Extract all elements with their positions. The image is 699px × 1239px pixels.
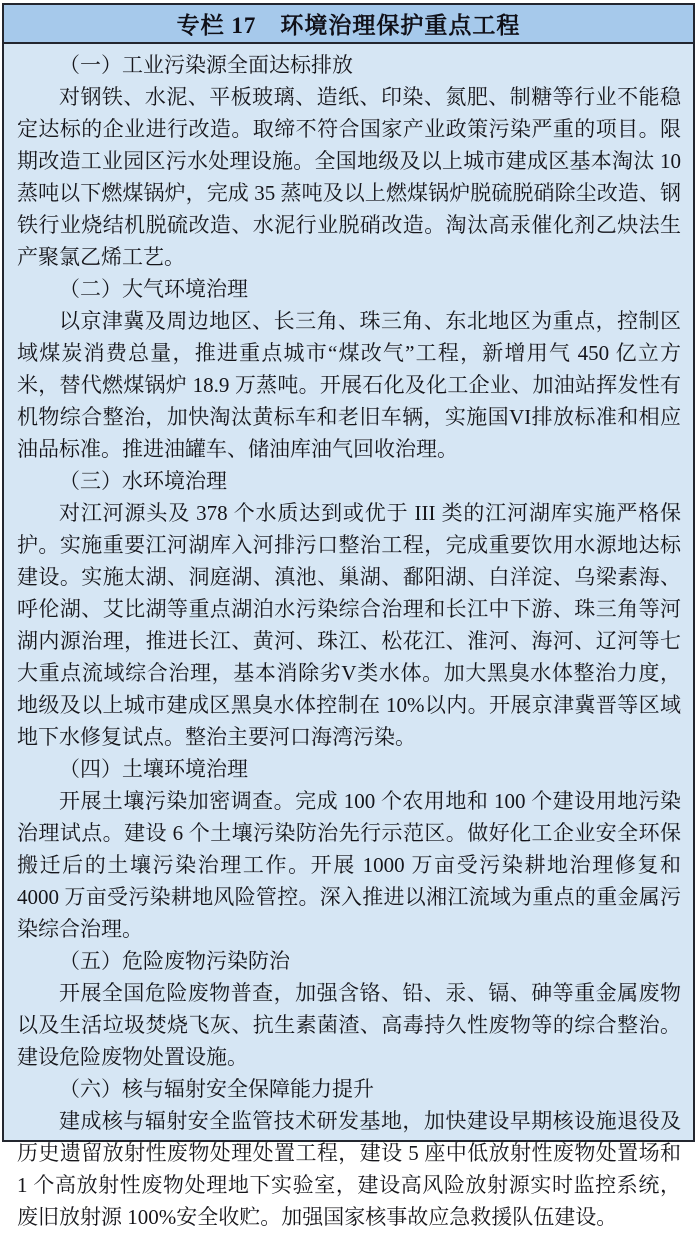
section-2-paragraph: 以京津冀及周边地区、长三角、珠三角、东北地区为重点，控制区域煤炭消费总量，推进重点城市“煤改气”工程，新增用气 450 亿立方米，替代燃煤锅炉 18.9 万蒸吨。开展石化及化工企业、加油站挥发性有机物综合整治，加快淘汰黄标车和老旧车辆，实施国VI排放标准和相应油品标准。推进油罐车、储油库油气回收治理。 bbox=[17, 309, 681, 461]
section-4-heading: （四）土壤环境治理 bbox=[59, 757, 248, 781]
box-header bbox=[4, 5, 693, 44]
section-6-paragraph: 建成核与辐射安全监管技术研发基地，加快建设早期核设施退役及历史遗留放射性废物处理处置工程，建设 5 座中低放射性废物处置场和 1 个高放射性废物处理地下实验室，建设高风险放射源实时监控系统，废旧放射源 100%安全收贮。加强国家核事故应急救援队伍建设。 bbox=[17, 1109, 681, 1229]
section-3-paragraph: 对江河源头及 378 个水质达到或优于 III 类的江河湖库实施严格保护。实施重要江河湖库入河排污口整治工程，完成重要饮用水源地达标建设。实施太湖、洞庭湖、滇池、巢湖、鄱阳湖、白洋淀、乌梁素海、呼伦湖、艾比湖等重点湖泊水污染综合治理和长江中下游、珠三角等河湖内源治理，推进长江、黄河、珠江、松花江、淮河、海河、辽河等七大重点流域综合治理，基本消除劣V类水体。加大黑臭水体整治力度，地级及以上城市建成区黑臭水体控制在 10%以内。开展京津冀晋等区域地下水修复试点。整治主要河口海湾污染。 bbox=[17, 501, 681, 749]
box-body bbox=[4, 44, 693, 1239]
section-4-paragraph: 开展土壤污染加密调查。完成 100 个农用地和 100 个建设用地污染治理试点。建设 6 个土壤污染防治先行示范区。做好化工企业安全环保搬迁后的土壤污染治理工作。开展 1000 万亩受污染耕地治理修复和 4000 万亩受污染耕地风险管控。深入推进以湘江流域为重点的重金属污染综合治理。 bbox=[17, 789, 681, 941]
section-2-heading: （二）大气环境治理 bbox=[59, 277, 248, 301]
box-17-panel bbox=[2, 3, 695, 1229]
section-5-paragraph: 开展全国危险废物普查，加强含铬、铅、汞、镉、砷等重金属废物以及生活垃圾焚烧飞灰、抗生素菌渣、高毒持久性废物等的综合整治。建设危险废物处置设施。 bbox=[17, 981, 681, 1069]
section-1-heading: （一）工业污染源全面达标排放 bbox=[59, 53, 353, 77]
section-6-heading: （六）核与辐射安全保障能力提升 bbox=[59, 1077, 374, 1101]
box-title: 专栏 17 环境治理保护重点工程 bbox=[176, 13, 521, 38]
section-3-heading: （三）水环境治理 bbox=[59, 469, 227, 493]
section-1-paragraph: 对钢铁、水泥、平板玻璃、造纸、印染、氮肥、制糖等行业不能稳定达标的企业进行改造。取缔不符合国家产业政策污染严重的项目。限期改造工业园区污水处理设施。全国地级及以上城市建成区基本淘汰 10 蒸吨以下燃煤锅炉，完成 35 蒸吨及以上燃煤锅炉脱硫脱硝除尘改造、钢铁行业烧结机脱硫改造、水泥行业脱硝改造。淘汰高汞催化剂乙炔法生产聚氯乙烯工艺。 bbox=[17, 85, 681, 269]
section-5-heading: （五）危险废物污染防治 bbox=[59, 949, 290, 973]
